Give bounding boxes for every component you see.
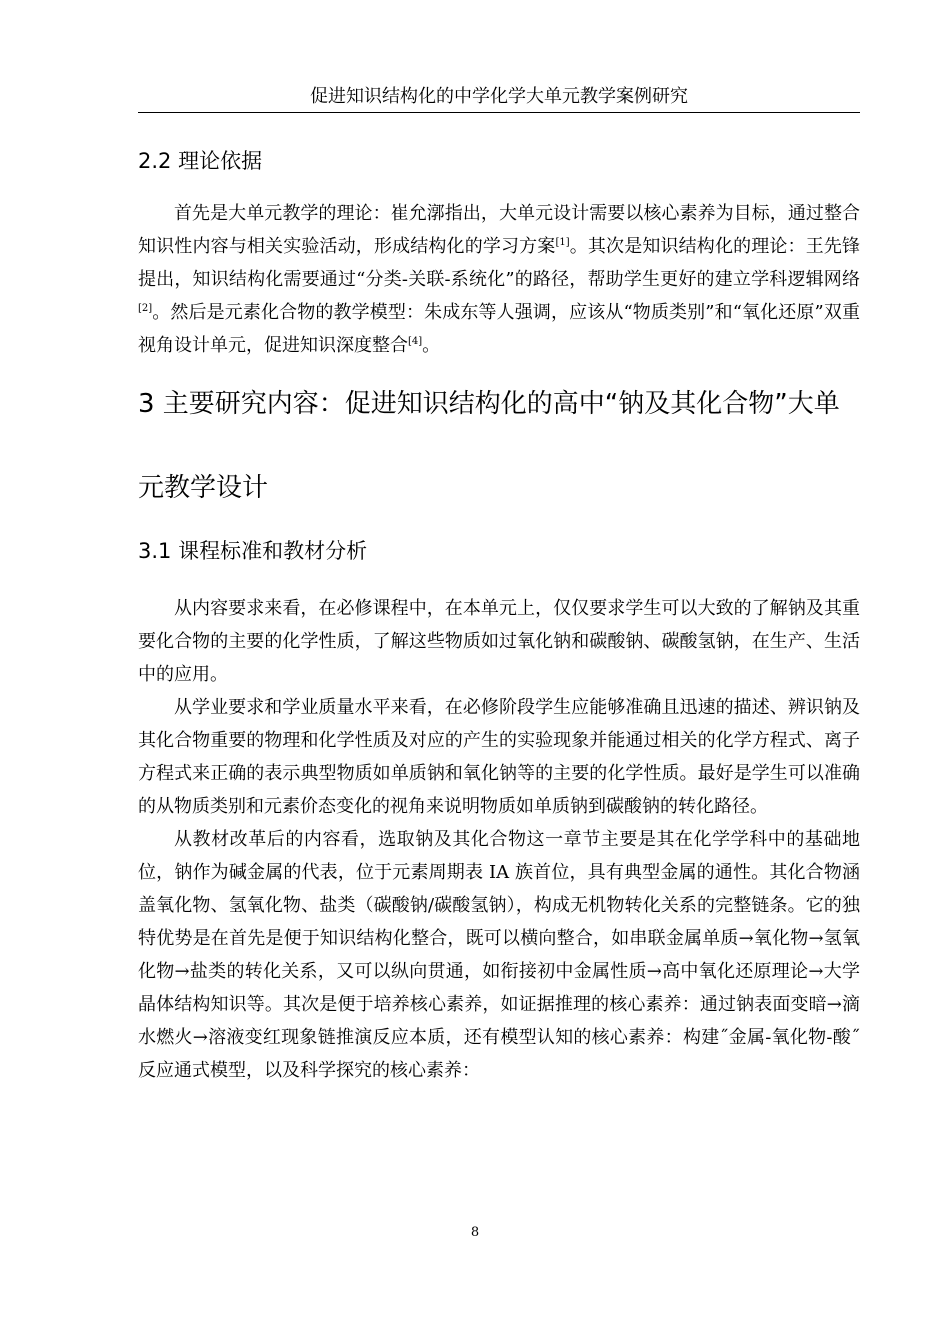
section-3-heading: 3 主要研究内容：促进知识结构化的高中“钠及其化合物”大单元教学设计 <box>138 389 840 503</box>
citation-ref-4: [4] <box>408 336 423 347</box>
citation-ref-1: [1] <box>555 237 570 248</box>
paragraph-text: 。其次是知识结构化的理论：王先锋提出，知识结构化需要通过“分类-关联-系统化”的路径，帮助学生更好的建立学科逻辑网络 <box>138 236 860 290</box>
section-3-1-paragraph-3: 从教材改革后的内容看，选取钠及其化合物这一章节主要是其在化学学科中的基础地位，钠作为碱金属的代表，位于元素周期表 IA 族首位，具有典型金属的通性。其化合物涵盖氧化物、氢氧化物、盐类（碳酸钠/碳酸氢钠），构成无机物转化关系的完整链条。它的独特优势是在首先是便于知识结构化整合，既可以横向整合，如串联金属单质→氧化物→氢氧化物→盐类的转化关系，又可以纵向贯通，如衔接初中金属性质→高中氧化还原理论→大学晶体结构知识等。其次是便于培养核心素养，如证据推理的核心素养：通过钠表面变暗→滴水燃火→溶液变红现象链推演反应本质，还有模型认知的核心素养：构建˝金属-氧化物-酸˝反应通式模型，以及科学探究的核心素养： <box>138 829 860 1081</box>
section-3-1-paragraph-1: 从内容要求来看，在必修课程中，在本单元上，仅仅要求学生可以大致的了解钠及其重要化合物的主要的化学性质，了解这些物质如过氧化钠和碳酸钠、碳酸氢钠，在生产、生活中的应用。 <box>138 598 860 685</box>
section-3-1-paragraph-2: 从学业要求和学业质量水平来看，在必修阶段学生应能够准确且迅速的描述、辨识钠及其化合物重要的物理和化学性质及对应的产生的实验现象并能通过相关的化学方程式、离子方程式来正确的表示典型物质如单质钠和氧化钠等的主要的化学性质。最好是学生可以准确的从物质类别和元素价态变化的视角来说明物质如单质钠到碳酸钠的转化路径。 <box>138 697 860 817</box>
section-3-1-heading: 3.1 课程标准和教材分析 <box>138 539 368 563</box>
running-header-title: 促进知识结构化的中学化学大单元教学案例研究 <box>310 86 688 107</box>
section-2-2-paragraph <box>138 197 860 362</box>
page-number: 8 <box>470 1225 480 1240</box>
paragraph-text: 。然后是元素化合物的教学模型：朱成东等人强调，应该从“物质类别”和“氧化还原”双重视角设计单元，促进知识深度整合 <box>138 302 860 356</box>
section-2-2-heading: 2.2 理论依据 <box>138 149 263 173</box>
paragraph-text: 。 <box>422 335 441 356</box>
document-body <box>138 146 860 1087</box>
paragraph-text: 首先是大单元教学的理论：崔允漷指出，大单元设计需要以核心素养为目标，通过整合知识性内容与相关实验活动，形成结构化的学习方案 <box>138 203 860 257</box>
running-header <box>138 82 860 113</box>
citation-ref-2: [2] <box>138 303 153 314</box>
